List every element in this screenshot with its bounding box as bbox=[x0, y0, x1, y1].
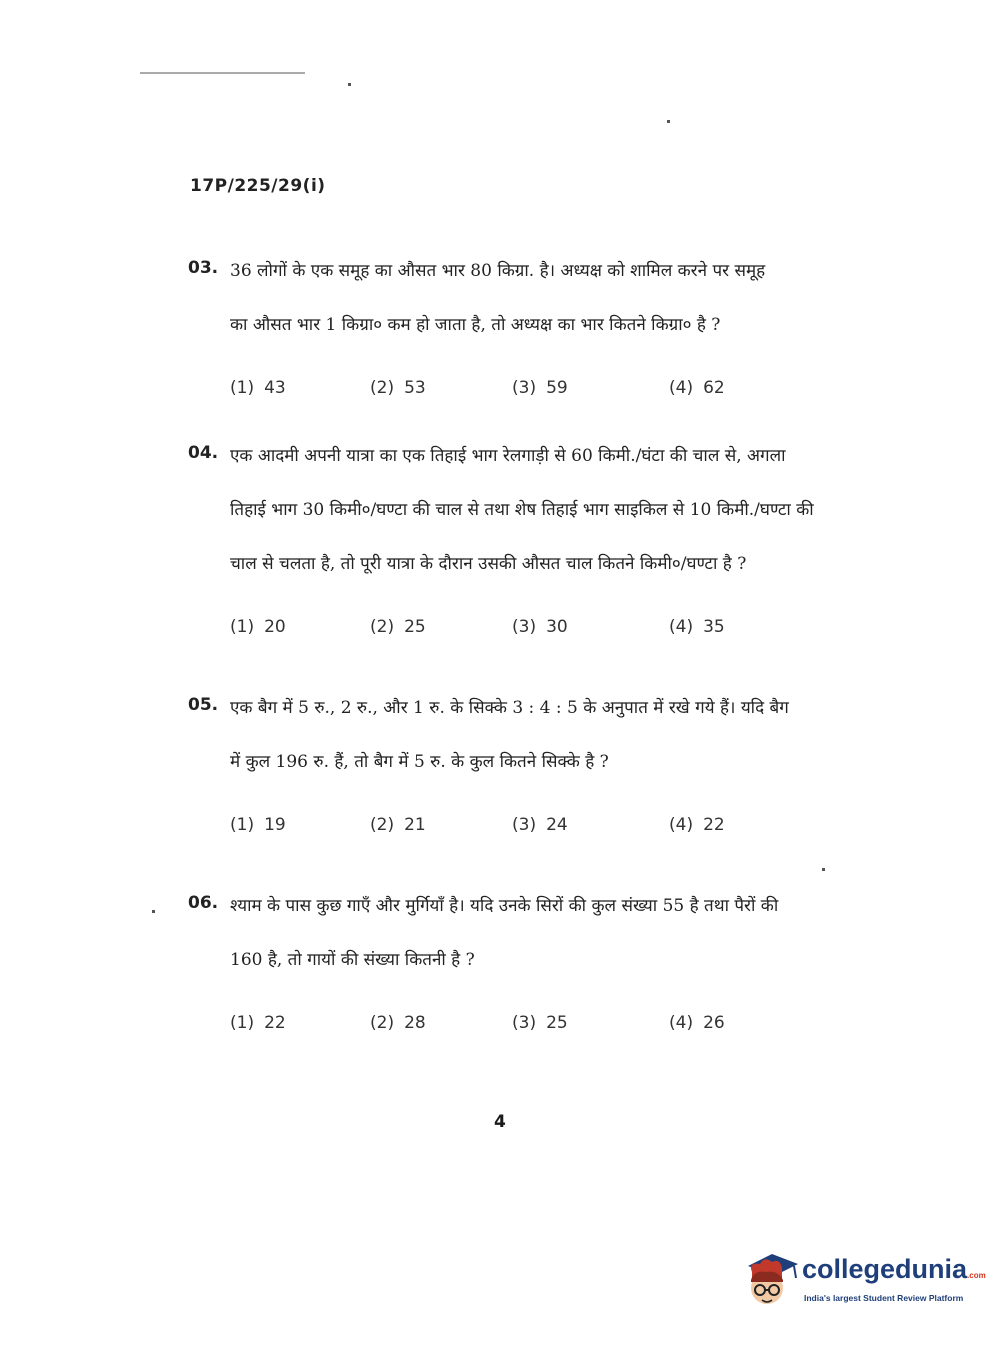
collegedunia-watermark bbox=[742, 1250, 986, 1312]
question-text-line: 160 है, तो गायों की संख्या कितनी है ? bbox=[230, 950, 475, 970]
option-1: (1) 19 bbox=[230, 815, 286, 835]
option-2: (2) 21 bbox=[370, 815, 426, 835]
paper-code: 17P/225/29(i) bbox=[190, 176, 326, 196]
question-number: 04. bbox=[188, 443, 219, 463]
option-4: (4) 62 bbox=[669, 378, 725, 398]
option-1: (1) 20 bbox=[230, 617, 286, 637]
mascot-logo-icon bbox=[742, 1250, 800, 1312]
option-4: (4) 22 bbox=[669, 815, 725, 835]
question-text-line: श्याम के पास कुछ गाएँ और मुर्गियाँ है। यदि उनके सिरों की कुल संख्या 55 है तथा पैरों की bbox=[230, 896, 779, 916]
scan-artifact bbox=[348, 83, 351, 86]
option-3: (3) 59 bbox=[512, 378, 568, 398]
option-3: (3) 24 bbox=[512, 815, 568, 835]
brand-suffix: .com bbox=[967, 1271, 986, 1280]
option-1: (1) 22 bbox=[230, 1013, 286, 1033]
brand-tagline: India's largest Student Review Platform bbox=[804, 1293, 964, 1303]
scan-artifact bbox=[152, 910, 155, 913]
question-text-line: 36 लोगों के एक समूह का औसत भार 80 किग्रा. है। अध्यक्ष को शामिल करने पर समूह bbox=[230, 261, 766, 281]
option-2: (2) 28 bbox=[370, 1013, 426, 1033]
question-number: 03. bbox=[188, 258, 219, 278]
option-3: (3) 30 bbox=[512, 617, 568, 637]
option-4: (4) 26 bbox=[669, 1013, 725, 1033]
option-3: (3) 25 bbox=[512, 1013, 568, 1033]
question-text-line: एक आदमी अपनी यात्रा का एक तिहाई भाग रेलगाड़ी से 60 किमी./घंटा की चाल से, अगला bbox=[230, 446, 786, 466]
question-number: 05. bbox=[188, 695, 219, 715]
question-text-line: चाल से चलता है, तो पूरी यात्रा के दौरान उसकी औसत चाल कितने किमी०/घण्टा है ? bbox=[230, 554, 747, 574]
scan-artifact bbox=[140, 72, 305, 74]
scan-artifact bbox=[667, 120, 670, 123]
option-2: (2) 53 bbox=[370, 378, 426, 398]
question-text-line: का औसत भार 1 किग्रा० कम हो जाता है, तो अध्यक्ष का भार कितने किग्रा० है ? bbox=[230, 315, 721, 335]
option-4: (4) 35 bbox=[669, 617, 725, 637]
option-2: (2) 25 bbox=[370, 617, 426, 637]
question-number: 06. bbox=[188, 893, 219, 913]
scan-artifact bbox=[822, 868, 825, 871]
question-text-line: एक बैग में 5 रु., 2 रु., और 1 रु. के सिक्के 3 : 4 : 5 के अनुपात में रखे गये हैं। यदि बैग bbox=[230, 698, 789, 718]
brand-name: collegedunia bbox=[802, 1254, 968, 1284]
question-text-line: में कुल 196 रु. हैं, तो बैग में 5 रु. के कुल कितने सिक्के है ? bbox=[230, 752, 609, 772]
question-text-line: तिहाई भाग 30 किमी०/घण्टा की चाल से तथा शेष तिहाई भाग साइकिल से 10 किमी./घण्टा की bbox=[230, 500, 814, 520]
option-1: (1) 43 bbox=[230, 378, 286, 398]
page-number: 4 bbox=[494, 1112, 506, 1132]
